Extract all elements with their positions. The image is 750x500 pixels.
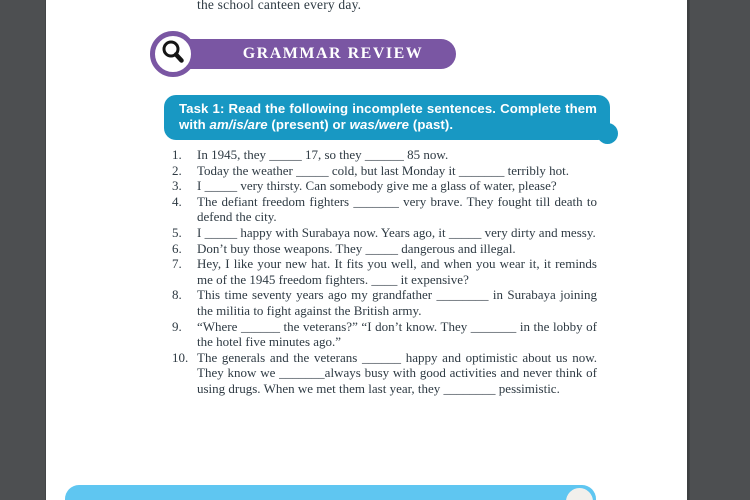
exercise-item [172, 256, 597, 287]
exercise-item [172, 178, 597, 194]
item-number: 9. [172, 318, 182, 334]
task-instruction-suffix: (past). [409, 117, 454, 132]
task-instruction-box [164, 95, 610, 140]
item-number: 1. [172, 147, 182, 162]
exercise-item [172, 287, 597, 318]
exercise-item [172, 163, 597, 179]
item-text: The defiant freedom fighters _______ very brave. They fought till death to defend the city. [197, 193, 597, 225]
exercise-item [172, 241, 597, 257]
task-box-corner-dot [597, 123, 618, 144]
exercise-list [172, 147, 597, 397]
item-number: 4. [172, 193, 182, 209]
item-number: 6. [172, 240, 182, 256]
exercise-item [172, 225, 597, 241]
item-number: 7. [172, 256, 182, 272]
exercise-item [172, 194, 597, 225]
item-text: Today the weather _____ cold, but last Monday it _______ terribly hot. [197, 162, 570, 178]
paragraph-tail: the school canteen every day. [197, 0, 362, 12]
task-verb-present: am/is/are [209, 117, 268, 132]
item-number: 5. [172, 224, 182, 240]
item-text: This time seventy years ago my grandfather ________ in Surabaya joining the militia to fight against the British army. [197, 287, 597, 318]
exercise-item [172, 147, 597, 163]
item-number: 2. [172, 162, 182, 178]
item-text: In 1945, they _____ 17, so they ______ 85 now. [197, 147, 449, 162]
textbook-page [46, 0, 689, 500]
item-number: 10. [172, 349, 189, 365]
grammar-review-badge [168, 39, 456, 69]
item-text: I _____ very thirsty. Can somebody give me a glass of water, please? [197, 178, 557, 194]
item-text: The generals and the veterans ______ happy and optimistic about us now. They know we _______always busy with good activities and never think of using drugs. When we met them last year, they ________ pessimistic. [197, 349, 597, 396]
next-section-box [65, 485, 596, 500]
grammar-review-icon-circle [150, 31, 196, 77]
task-instruction-mid: (present) or [267, 117, 350, 132]
grammar-review-label: GRAMMAR REVIEW [242, 45, 424, 62]
task-verb-past: was/were [349, 117, 410, 132]
item-text: Hey, I like your new hat. It fits you well, and when you wear it, it reminds me of the 1945 freedom fighters. ____ it expensive? [197, 256, 597, 287]
item-text: “Where ______ the veterans?” “I don’t know. They _______ in the lobby of the hotel five minutes ago.” [197, 318, 597, 350]
exercise-item [172, 350, 597, 397]
item-number: 3. [172, 178, 182, 194]
item-text: I _____ happy with Surabaya now. Years ago, it _____ very dirty and messy. [197, 224, 596, 240]
exercise-item [172, 319, 597, 350]
item-text: Don’t buy those weapons. They _____ dangerous and illegal. [197, 240, 516, 256]
magnifier-icon [158, 37, 188, 72]
task-instruction-prefix: Task 1: Read the following incomplete sentences. Complete them with [179, 101, 597, 132]
item-number: 8. [172, 287, 182, 303]
